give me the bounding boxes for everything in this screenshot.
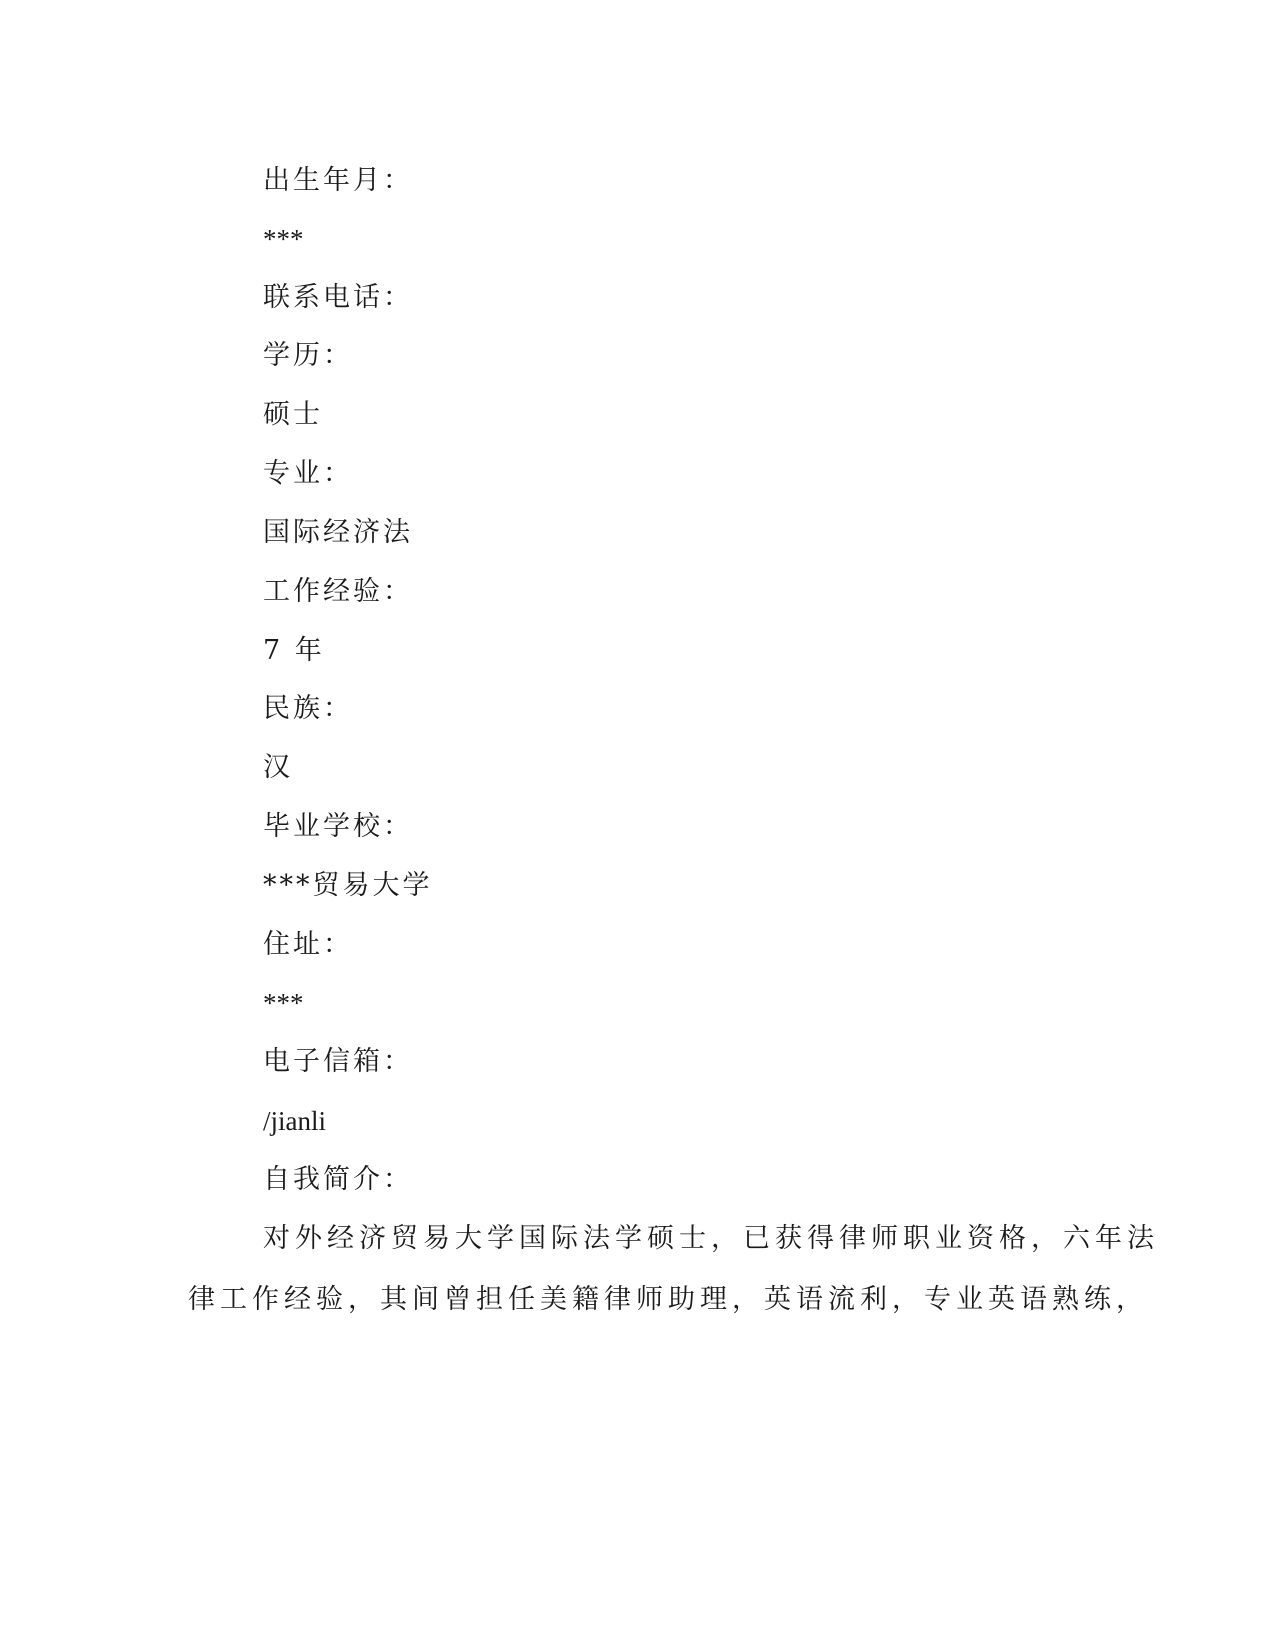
self-intro-line-2: 律工作经验，其间曾担任美籍律师助理，英语流利，专业英语熟练，: [188, 1284, 1148, 1315]
education-value: 硕士: [263, 399, 323, 430]
education-label: 学历：: [263, 340, 353, 371]
school-label: 毕业学校：: [263, 811, 413, 842]
work-experience-value: 7 年: [263, 635, 325, 666]
email-value: /jianli: [263, 1106, 326, 1136]
phone-label: 联系电话：: [263, 282, 413, 313]
email-label: 电子信箱：: [263, 1046, 413, 1077]
self-intro-label: 自我简介：: [263, 1164, 413, 1195]
major-value: 国际经济法: [263, 517, 413, 548]
address-value: ***: [263, 988, 304, 1018]
birth-date-value: ***: [263, 224, 304, 254]
ethnicity-label: 民族：: [263, 693, 353, 724]
birth-date-label: 出生年月：: [263, 165, 413, 196]
school-value: ***贸易大学: [263, 870, 433, 901]
major-label: 专业：: [263, 458, 353, 489]
self-intro-line-1: 对外经济贸易大学国际法学硕士，已获得律师职业资格，六年法: [263, 1223, 1159, 1254]
work-experience-label: 工作经验：: [263, 576, 413, 607]
address-label: 住址：: [263, 929, 353, 960]
ethnicity-value: 汉: [263, 752, 293, 783]
